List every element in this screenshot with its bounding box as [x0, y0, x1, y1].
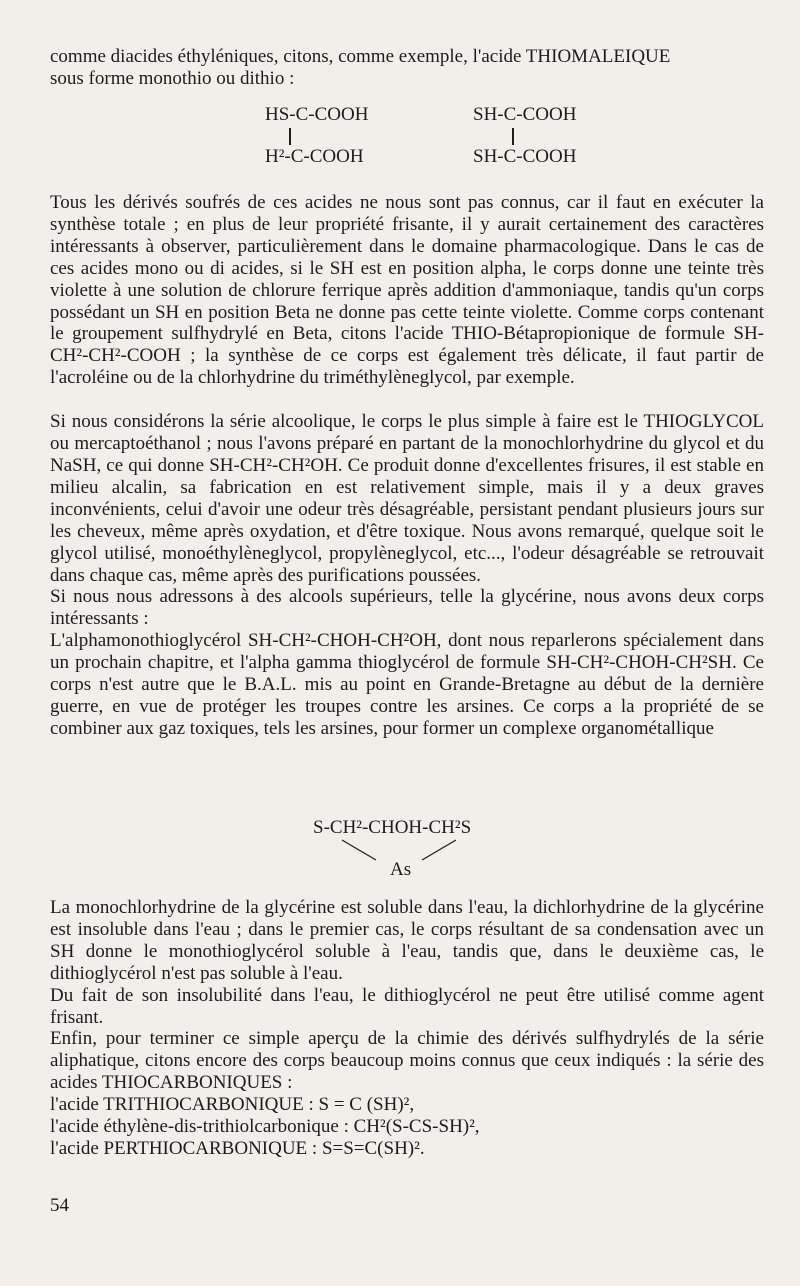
- acid-list-item-2: l'acide éthylène-dis-trithiolcarbonique : CH²(S-CS-SH)²,: [50, 1116, 480, 1138]
- paragraph-thiocarboniques: Enfin, pour terminer ce simple aperçu de la chimie des dérivés sulfhydrylés de la série aliphatique, citons encore des corps beaucoup moins connus que ceux indiqués : la série des acides THIOCARBONIQUES :: [50, 1028, 764, 1094]
- intro-line-2: sous forme monothio ou dithio :: [50, 67, 295, 89]
- intro-block: [50, 46, 764, 90]
- complex-formula-bottom: As: [390, 859, 412, 880]
- paragraph-insolubilite: Du fait de son insolubilité dans l'eau, le dithioglycérol ne peut être utilisé comme agent frisant.: [50, 984, 764, 1028]
- dithio-formula-bottom: SH-C-COOH: [473, 146, 577, 167]
- paragraph-thioglycol: Si nous considérons la série alcoolique, le corps le plus simple à faire est le THIOGLYCOL ou mercaptoéthanol ; nous l'avons préparé en partant de la monochlorhydrine du glycol et du NaSH, ce qui donne SH-CH²-CH²OH. Ce produit donne d'excellentes frisures, il est stable en milieu alcalin, sa fabrication en est relativement simple, mais il y a deux graves inconvénients, celui d'avoir une odeur très désagréable, persistant pendant plusieurs jours sur les cheveux, même après oxydation, et d'être toxique. Nous avons remarqué, quelque soit le glycol utilisé, monoéthylèneglycol, propylèneglycol, etc..., l'odeur désagréable se retrouvait dans chaque cas, même après des purifications poussées.: [50, 411, 764, 586]
- complex-formula-top: S-CH²-CHOH-CH²S: [313, 817, 472, 838]
- text-after-formula: [50, 897, 764, 1160]
- acid-list-item-1: l'acide TRITHIOCARBONIQUE : S = C (SH)²,: [50, 1094, 415, 1116]
- paragraph-alcools: Si nous nous adressons à des alcools supérieurs, telle la glycérine, nous avons deux corps intéressants :: [50, 586, 764, 630]
- dithio-bond: [512, 128, 514, 145]
- dithio-formula-top: SH-C-COOH: [473, 104, 577, 125]
- intro-line-1: comme diacides éthyléniques, citons, comme exemple, l'acide THIOMALEIQUE: [50, 46, 671, 67]
- monothio-formula-top: HS-C-COOH: [265, 104, 369, 125]
- acid-list-item-3: l'acide PERTHIOCARBONIQUE : S=S=C(SH)².: [50, 1137, 425, 1159]
- page-number: 54: [50, 1195, 69, 1216]
- monothio-formula-bottom: H²-C-COOH: [265, 146, 364, 167]
- paragraph-solubilite: La monochlorhydrine de la glycérine est soluble dans l'eau, la dichlorhydrine de la glycérine est insoluble dans l'eau ; dans le premier cas, le corps résultant de sa condensation avec un SH donne le monothioglycérol soluble à l'eau, tandis que, dans le deuxième cas, le dithioglycérol n'est pas soluble à l'eau.: [50, 897, 764, 984]
- main-text: [50, 192, 764, 740]
- paragraph-bal: L'alphamonothioglycérol SH-CH²-CHOH-CH²OH, dont nous reparlerons spécialement dans un prochain chapitre, et l'alpha gamma thioglycérol de formule SH-CH²-CHOH-CH²SH. Ce corps n'est autre que le B.A.L. mis au point en Grande-Bretagne au début de la dernière guerre, en vue de protéger les troupes contre les arsines. Ce corps a la propriété de se combiner aux gaz toxiques, tels les arsines, pour former un complexe organométallique: [50, 630, 764, 739]
- paragraph-derives: Tous les dérivés soufrés de ces acides ne nous sont pas connus, car il faut en exécuter la synthèse totale ; en plus de leur propriété frisante, il y aurait certainement des caractères intéressants à observer, particulièrement dans le domaine pharmacologique. Dans le cas de ces acides mono ou di acides, si le SH est en position alpha, le corps donne une teinte très violette à une solution de chlorure ferrique après addition d'ammoniaque, tandis qu'un corps possédant un SH en position Beta ne donne pas cette teinte violette. Comme corps contenant le groupement sulfhydrylé en Beta, citons l'acide THIO-Bétapropionique de formule SH-CH²-CH²-COOH ; la synthèse de ce corps est également très délicate, il faut partir de l'acroléine ou de la chlorhydrine du triméthylèneglycol, par exemple.: [50, 192, 764, 389]
- monothio-bond: [289, 128, 291, 145]
